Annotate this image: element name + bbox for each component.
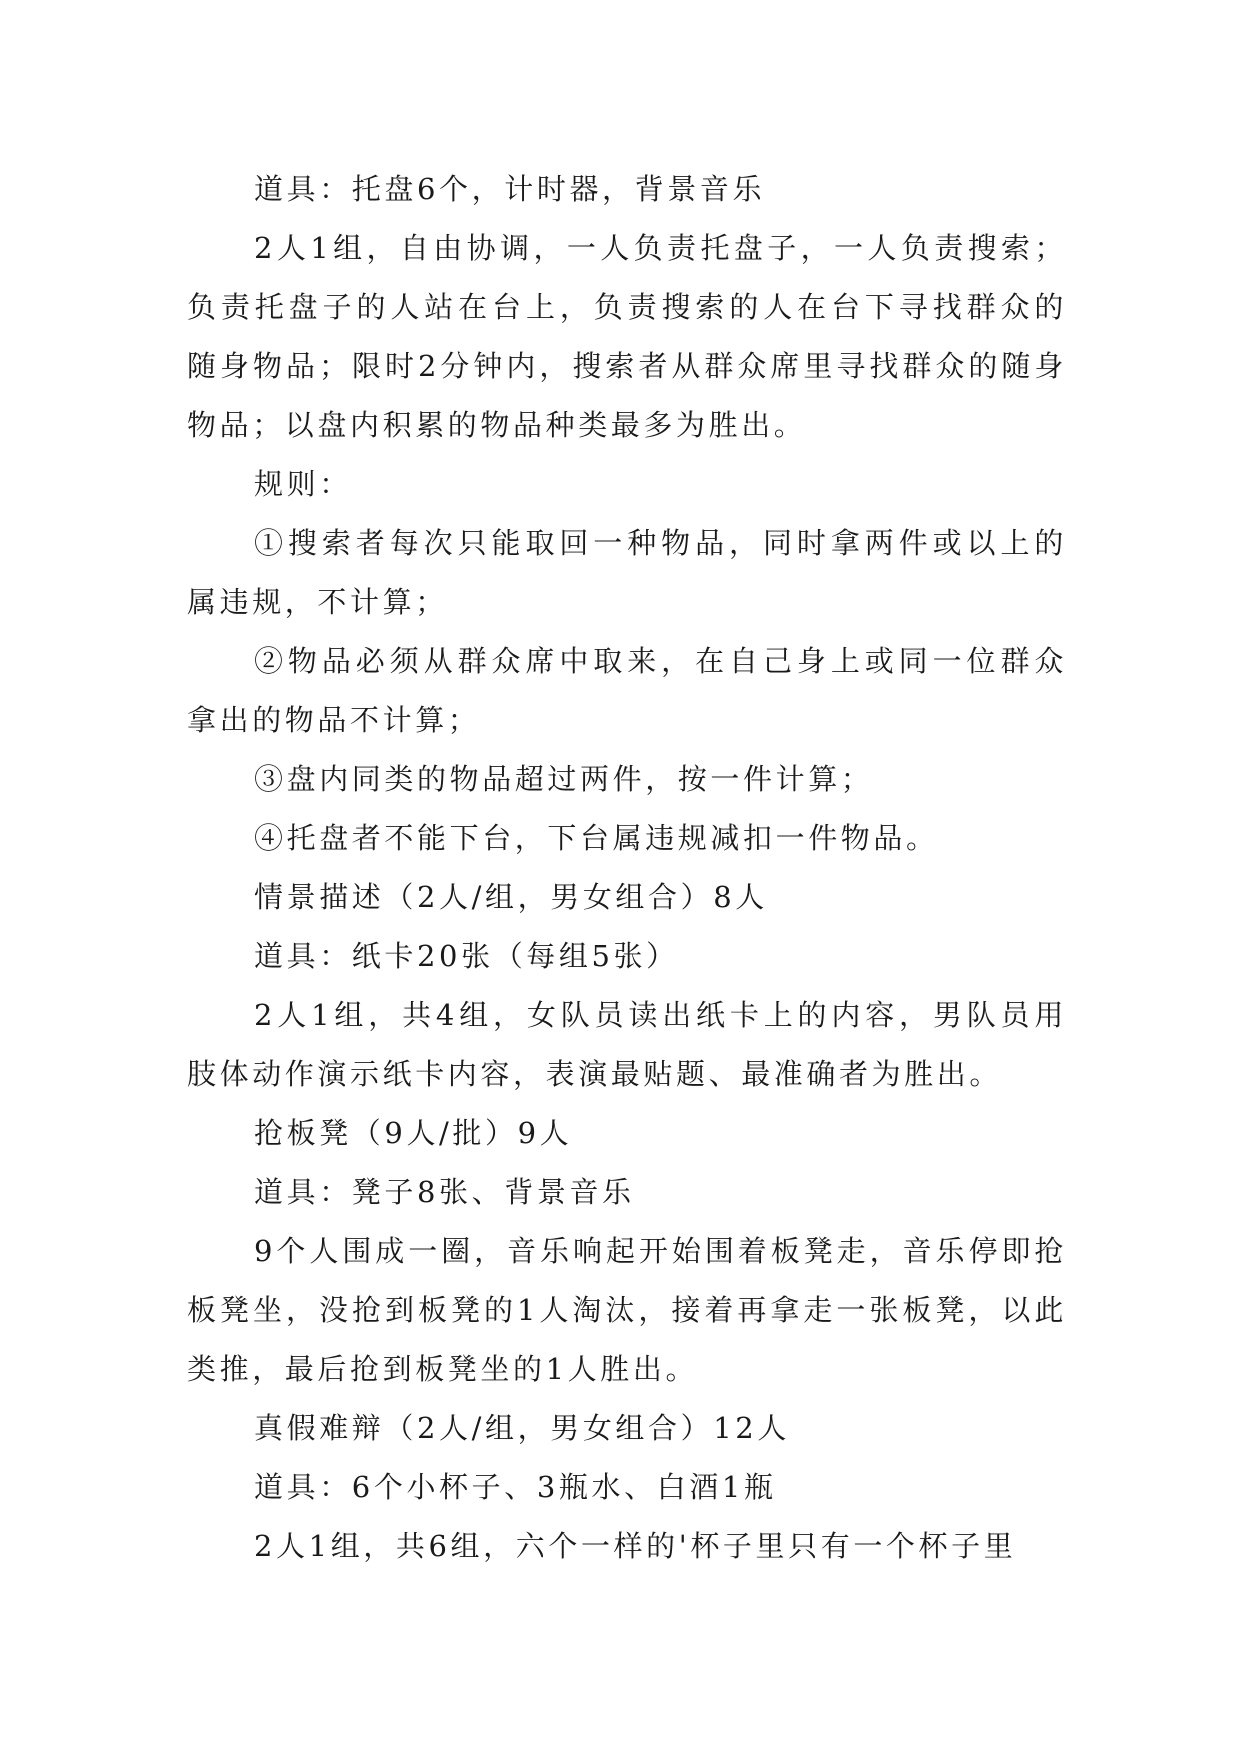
scene-description-text: 2人1组，共4组，女队员读出纸卡上的内容，男队员用肢体动作演示纸卡内容，表演最贴题、最准确者为胜出。 bbox=[187, 998, 1067, 1091]
musical-chairs-title: 抢板凳（9人/批）9人 bbox=[254, 1116, 573, 1150]
tray-game-description: 2人1组，自由协调，一人负责托盘子，一人负责搜索；负责托盘子的人站在台上，负责搜索的人在台下寻找群众的随身物品；限时2分钟内，搜索者从群众席里寻找群众的随身物品；以盘内积累的物品种类最多为胜出。 bbox=[187, 231, 1067, 442]
props-line-tray-game: 道具：托盘6个，计时器，背景音乐 bbox=[254, 172, 766, 206]
scene-description-title: 情景描述（2人/组，男女组合）8人 bbox=[254, 880, 768, 914]
document-body bbox=[187, 160, 1067, 1576]
rules-heading: 规则： bbox=[254, 467, 352, 501]
true-false-title: 真假难辩（2人/组，男女组合）12人 bbox=[254, 1411, 790, 1445]
true-false-text: 2人1组，共6组，六个一样的'杯子里只有一个杯子里 bbox=[254, 1529, 1017, 1563]
rule-item-2: ②物品必须从群众席中取来，在自己身上或同一位群众拿出的物品不计算； bbox=[187, 644, 1067, 737]
musical-chairs-text: 9个人围成一圈，音乐响起开始围着板凳走，音乐停即抢板凳坐，没抢到板凳的1人淘汰，接着再拿走一张板凳，以此类推，最后抢到板凳坐的1人胜出。 bbox=[187, 1234, 1067, 1386]
rule-item-1: ①搜索者每次只能取回一种物品，同时拿两件或以上的属违规，不计算； bbox=[187, 526, 1067, 619]
props-line-true-false: 道具：6个小杯子、3瓶水、白酒1瓶 bbox=[254, 1470, 777, 1504]
props-line-musical-chairs: 道具：凳子8张、背景音乐 bbox=[254, 1175, 635, 1209]
rule-item-3: ③盘内同类的物品超过两件，按一件计算； bbox=[254, 762, 874, 796]
props-line-scene-description: 道具：纸卡20张（每组5张） bbox=[254, 939, 679, 973]
rule-item-4: ④托盘者不能下台，下台属违规减扣一件物品。 bbox=[254, 821, 939, 855]
